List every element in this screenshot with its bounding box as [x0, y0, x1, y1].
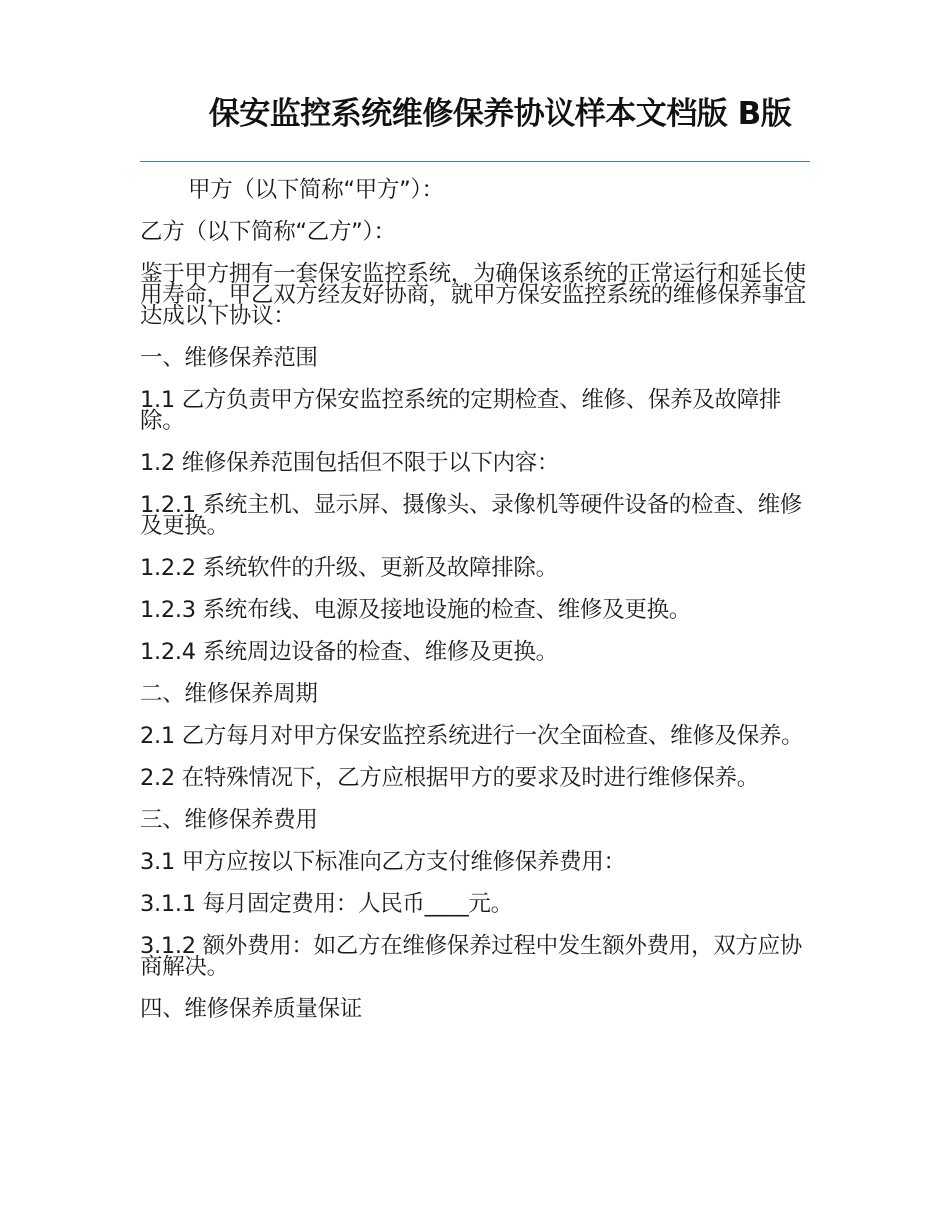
party-b-line: 乙方（以下简称“乙方”）： [140, 219, 396, 245]
clause-paragraph: 1.2.4 系统周边设备的检查、维修及更换。 [140, 639, 558, 665]
section-heading: 二、维修保养周期 [140, 681, 318, 707]
document-body [140, 177, 812, 1041]
section-heading: 一、维修保养范围 [140, 345, 318, 371]
title-divider [140, 161, 810, 162]
clause-paragraph: 1.1 乙方负责甲方保安监控系统的定期检查、维修、保养及故障排除。 [140, 387, 782, 434]
clause-paragraph: 2.2 在特殊情况下，乙方应根据甲方的要求及时进行维修保养。 [140, 765, 759, 791]
clause-paragraph: 1.2.3 系统布线、电源及接地设施的检查、维修及更换。 [140, 597, 692, 623]
preamble-paragraph: 鉴于甲方拥有一套保安监控系统，为确保该系统的正常运行和延长使用寿命，甲乙双方经友好协商，就甲方保安监控系统的维修保养事宜达成以下协议： [140, 261, 807, 329]
clause-paragraph: 3.1.1 每月固定费用：人民币____元。 [140, 891, 513, 917]
clause-paragraph: 3.1 甲方应按以下标准向乙方支付维修保养费用： [140, 849, 626, 875]
clause-paragraph: 3.1.2 额外费用：如乙方在维修保养过程中发生额外费用，双方应协商解决。 [140, 933, 803, 980]
clause-paragraph: 1.2.2 系统软件的升级、更新及故障排除。 [140, 555, 558, 581]
clause-paragraph: 1.2 维修保养范围包括但不限于以下内容： [140, 450, 560, 476]
section-heading: 四、维修保养质量保证 [140, 996, 363, 1022]
document-title: 保安监控系统维修保养协议样本文档版 B版 [208, 96, 792, 132]
clause-paragraph: 2.1 乙方每月对甲方保安监控系统进行一次全面检查、维修及保养。 [140, 723, 804, 749]
section-heading: 三、维修保养费用 [140, 807, 318, 833]
party-a-line: 甲方（以下简称“甲方”）： [188, 177, 444, 203]
clause-paragraph: 1.2.1 系统主机、显示屏、摄像头、录像机等硬件设备的检查、维修及更换。 [140, 492, 803, 539]
